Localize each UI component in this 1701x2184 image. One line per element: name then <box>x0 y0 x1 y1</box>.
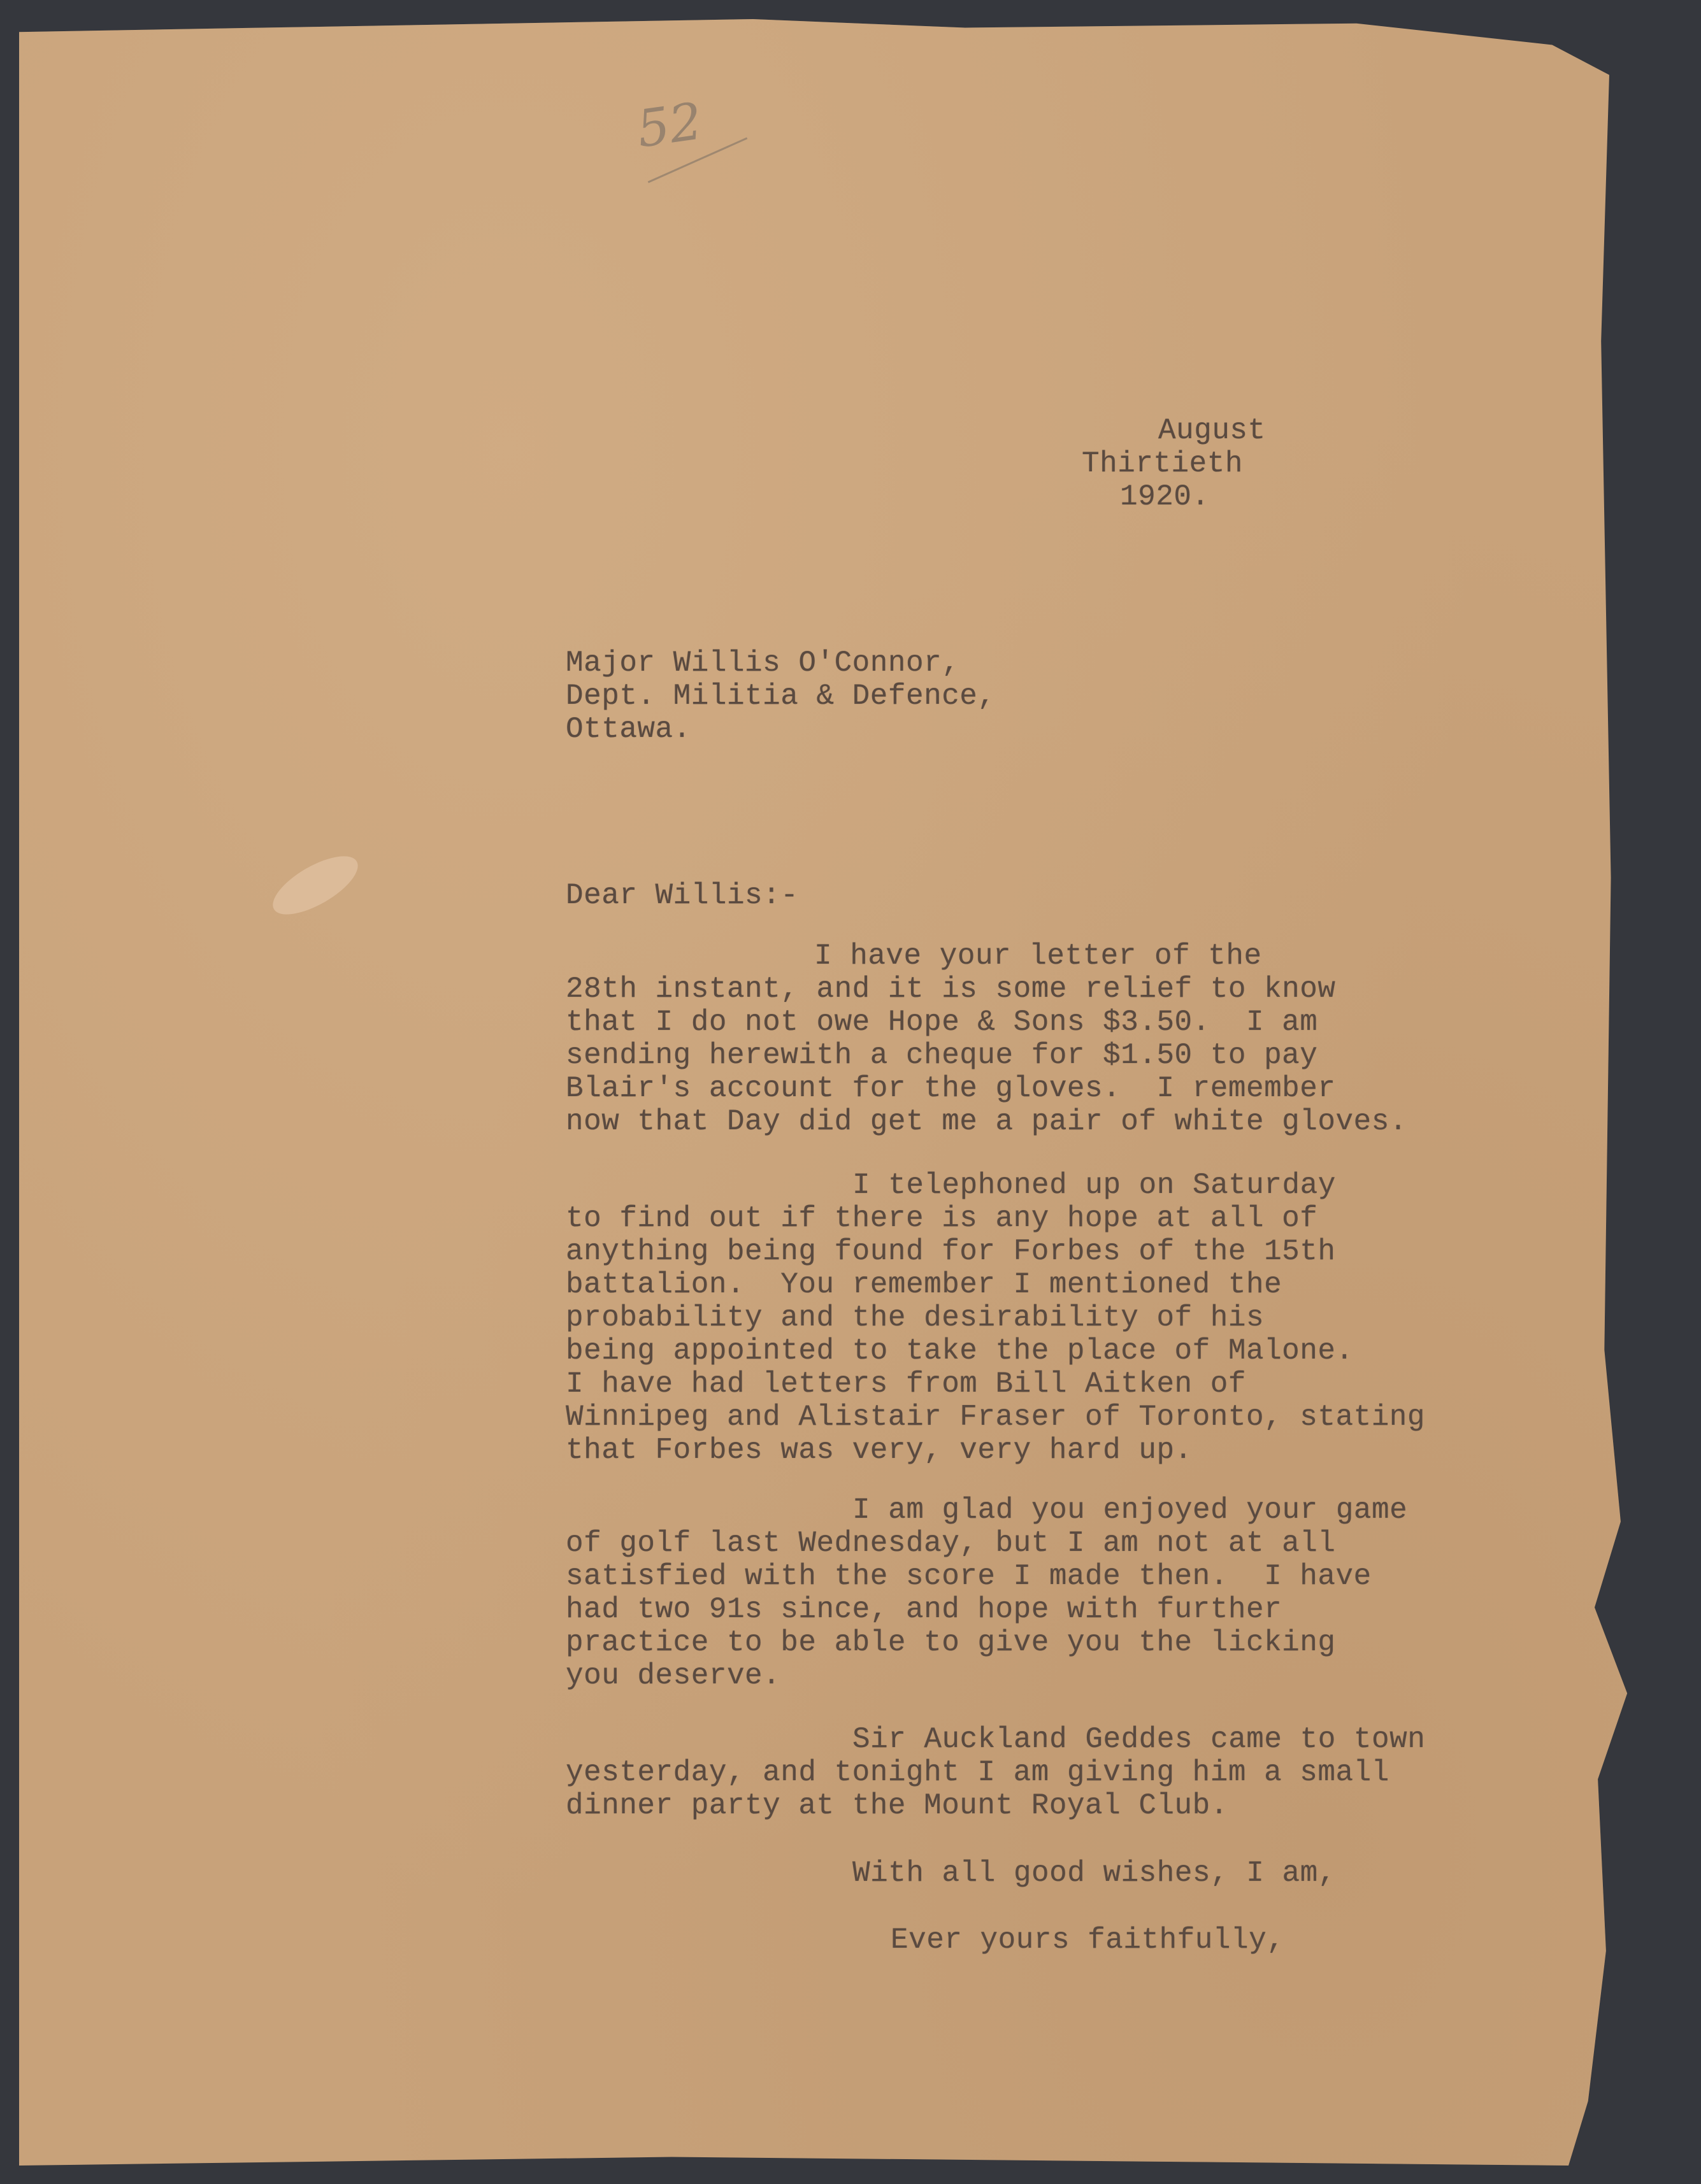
paragraph-3-line-5: practice to be able to give you the licking <box>566 1626 1336 1659</box>
paragraph-3-line-4: had two 91s since, and hope with further <box>566 1593 1282 1626</box>
paragraph-4-line-1: Sir Auckland Geddes came to town <box>852 1723 1426 1756</box>
paragraph-2-line-6: being appointed to take the place of Malone. <box>566 1334 1354 1367</box>
paragraph-3-line-3: satisfied with the score I made then. I have <box>566 1560 1372 1593</box>
paragraph-2-line-1: I telephoned up on Saturday <box>852 1169 1336 1202</box>
recipient-city: Ottawa. <box>566 713 691 746</box>
paragraph-2-line-9: that Forbes was very, very hard up. <box>566 1434 1193 1467</box>
paragraph-1-line-2: 28th instant, and it is some relief to know <box>566 973 1336 1006</box>
recipient-department: Dept. Militia & Defence, <box>566 680 996 713</box>
paragraph-2-line-5: probability and the desirability of his <box>566 1301 1265 1334</box>
date-day: Thirtieth <box>1082 447 1243 480</box>
pencil-annotation: 52 <box>633 91 706 159</box>
paragraph-2-line-8: Winnipeg and Alistair Fraser of Toronto, stating <box>566 1401 1426 1434</box>
complimentary-close: Ever yours faithfully, <box>891 1923 1285 1957</box>
date-year: 1920. <box>1120 480 1210 513</box>
paragraph-2-line-2: to find out if there is any hope at all of <box>566 1202 1318 1235</box>
paragraph-4-line-3: dinner party at the Mount Royal Club. <box>566 1789 1228 1822</box>
date-month: August <box>1158 414 1266 447</box>
closing-wish: With all good wishes, I am, <box>852 1857 1336 1890</box>
paragraph-1-line-5: Blair's account for the gloves. I remember <box>566 1072 1336 1105</box>
paragraph-1-line-4: sending herewith a cheque for $1.50 to pay <box>566 1039 1318 1072</box>
paragraph-3-line-1: I am glad you enjoyed your game <box>852 1494 1408 1527</box>
paragraph-3-line-6: you deserve. <box>566 1659 781 1692</box>
paragraph-4-line-2: yesterday, and tonight I am giving him a small <box>566 1756 1389 1789</box>
paragraph-1-line-1: I have your letter of the <box>814 939 1262 973</box>
paragraph-1-line-6: now that Day did get me a pair of white gloves. <box>566 1105 1407 1138</box>
paragraph-2-line-3: anything being found for Forbes of the 15th <box>566 1235 1336 1268</box>
paragraph-1-line-3: that I do not owe Hope & Sons $3.50. I am <box>566 1006 1318 1039</box>
paragraph-2-line-4: battalion. You remember I mentioned the <box>566 1268 1282 1301</box>
recipient-name: Major Willis O'Connor, <box>566 646 960 680</box>
paragraph-3-line-2: of golf last Wednesday, but I am not at all <box>566 1527 1336 1560</box>
salutation: Dear Willis:- <box>566 879 799 912</box>
paragraph-2-line-7: I have had letters from Bill Aitken of <box>566 1367 1246 1401</box>
